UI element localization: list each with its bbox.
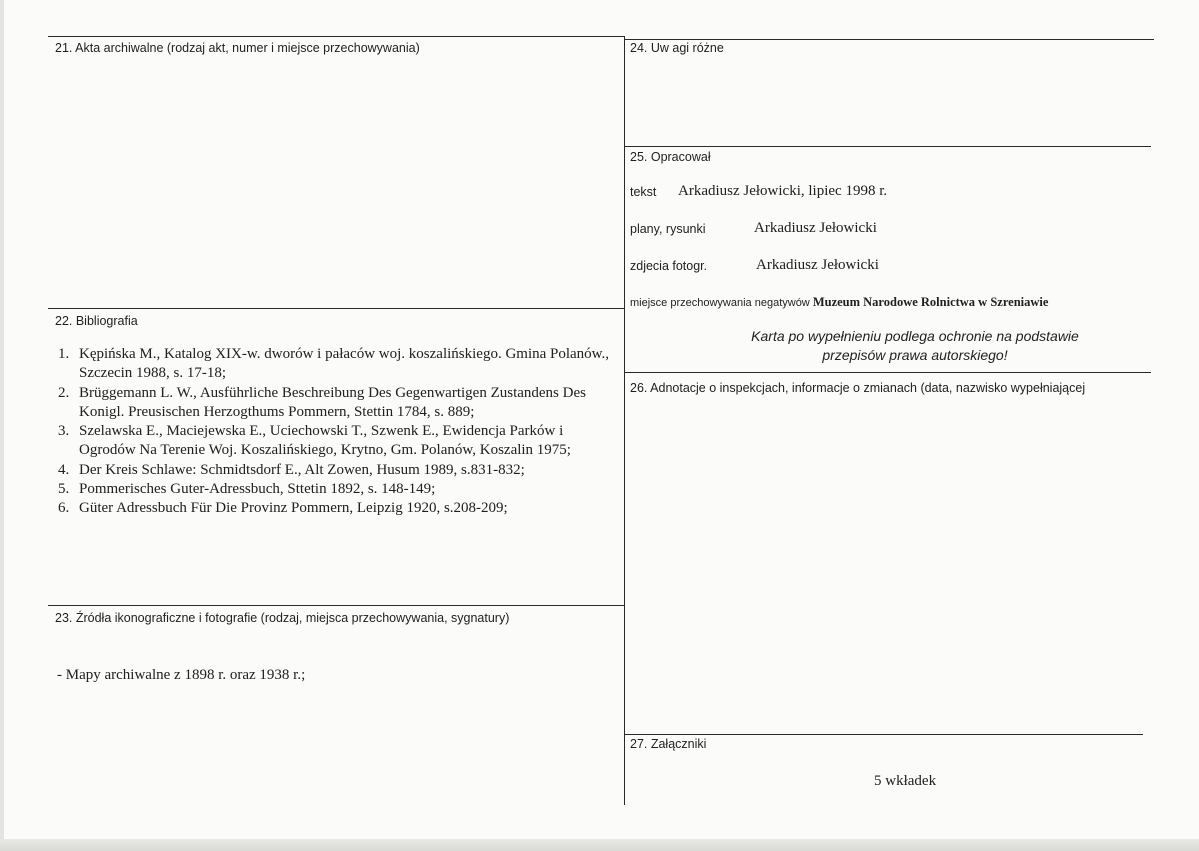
bibliography-item-number: 1. — [58, 346, 70, 362]
copyright-note-line2: przepisów prawa autorskiego! — [822, 347, 1008, 363]
bibliography-item — [58, 384, 618, 423]
negatywy-value: Muzeum Narodowe Rolnictwa w Szreniawie — [812, 295, 1049, 309]
negatywy-line — [630, 295, 1048, 310]
zdjecia-label: zdjecia fotogr. — [630, 259, 708, 273]
bibliography-item-number: 4. — [58, 461, 70, 478]
section-27-label: 27. Załączniki — [630, 737, 707, 751]
page-left-edge — [0, 0, 4, 851]
page-bottom-edge — [0, 839, 1199, 851]
bibliography-item — [58, 461, 618, 480]
section-21-label: 21. Akta archiwalne (rodzaj akt, numer i miejsce przechowywania) — [55, 41, 420, 55]
bibliography-item — [58, 499, 618, 518]
bibliography-list — [58, 345, 618, 519]
section-27-content: 5 wkładek — [874, 773, 937, 789]
bibliography-item — [58, 480, 618, 499]
tekst-value: Arkadiusz Jełowicki, lipiec 1998 r. — [678, 183, 888, 199]
plany-value: Arkadiusz Jełowicki — [754, 220, 877, 236]
bibliography-item — [58, 422, 618, 461]
bibliography-item-number: 3. — [58, 423, 70, 440]
top-rule-right — [624, 39, 1154, 40]
bibliography-item-text: Brüggemann L. W., Ausführliche Beschreibung Des Gegenwartigen Zustandens Des Konigl. Preusischen Herzogthums Pommern, Stettin 1784, s. 889; — [79, 384, 586, 420]
bibliography-item-text: Der Kreis Schlawe: Schmidtsdorf E., Alt Zowen, Husum 1989, s.831-832; — [79, 461, 525, 478]
bibliography-item-text: Güter Adressbuch Für Die Provinz Pommern, Leipzig 1920, s.208-209; — [79, 500, 508, 517]
bibliography-item — [58, 345, 618, 384]
plany-label: plany, rysunki — [630, 222, 706, 236]
rule-27 — [624, 734, 1143, 735]
section-26-label: 26. Adnotacje o inspekcjach, informacje o zmianach (data, nazwisko wypełniającej — [630, 381, 1086, 395]
copyright-note — [660, 327, 1170, 365]
bibliography-item-text: Pommerisches Guter-Adressbuch, Sttetin 1892, s. 148-149; — [79, 481, 436, 498]
rule-23 — [48, 605, 624, 606]
section-25-label: 25. Opracował — [630, 150, 711, 164]
zdjecia-value: Arkadiusz Jełowicki — [756, 257, 879, 273]
rule-25 — [624, 146, 1151, 147]
rule-22 — [48, 308, 624, 309]
bibliography-item-text: Szelawska E., Maciejewska E., Uciechowski T., Szwenk E., Ewidencja Parków i Ogrodów Na Terenie Woj. Koszalińskiego, Krytno, Gm. Polanów, Koszalin 1975; — [79, 423, 571, 459]
rule-26 — [624, 372, 1151, 373]
tekst-label: tekst — [630, 185, 657, 199]
bibliography-item-number: 6. — [58, 500, 70, 517]
bibliography-item-text: Kępińska M., Katalog XIX-w. dworów i pałaców woj. koszalińskiego. Gmina Polanów., Szczecin 1988, s. 17-18; — [79, 346, 610, 382]
section-22-label: 22. Bibliografia — [55, 314, 138, 328]
bibliography-item-number: 5. — [58, 481, 70, 498]
center-divider — [624, 36, 625, 805]
section-24-label: 24. Uw agi różne — [630, 41, 724, 55]
section-23-label: 23. Źródła ikonograficzne i fotografie (rodzaj, miejsca przechowywania, sygnatury) — [55, 611, 510, 625]
negatywy-label: miejsce przechowywania negatywów — [630, 297, 810, 309]
bibliography-item-number: 2. — [58, 384, 70, 401]
copyright-note-line1: Karta po wypełnieniu podlega ochronie na podstawie — [751, 328, 1079, 344]
top-rule-left — [48, 36, 624, 37]
section-23-content: - Mapy archiwalne z 1898 r. oraz 1938 r.; — [57, 667, 306, 683]
